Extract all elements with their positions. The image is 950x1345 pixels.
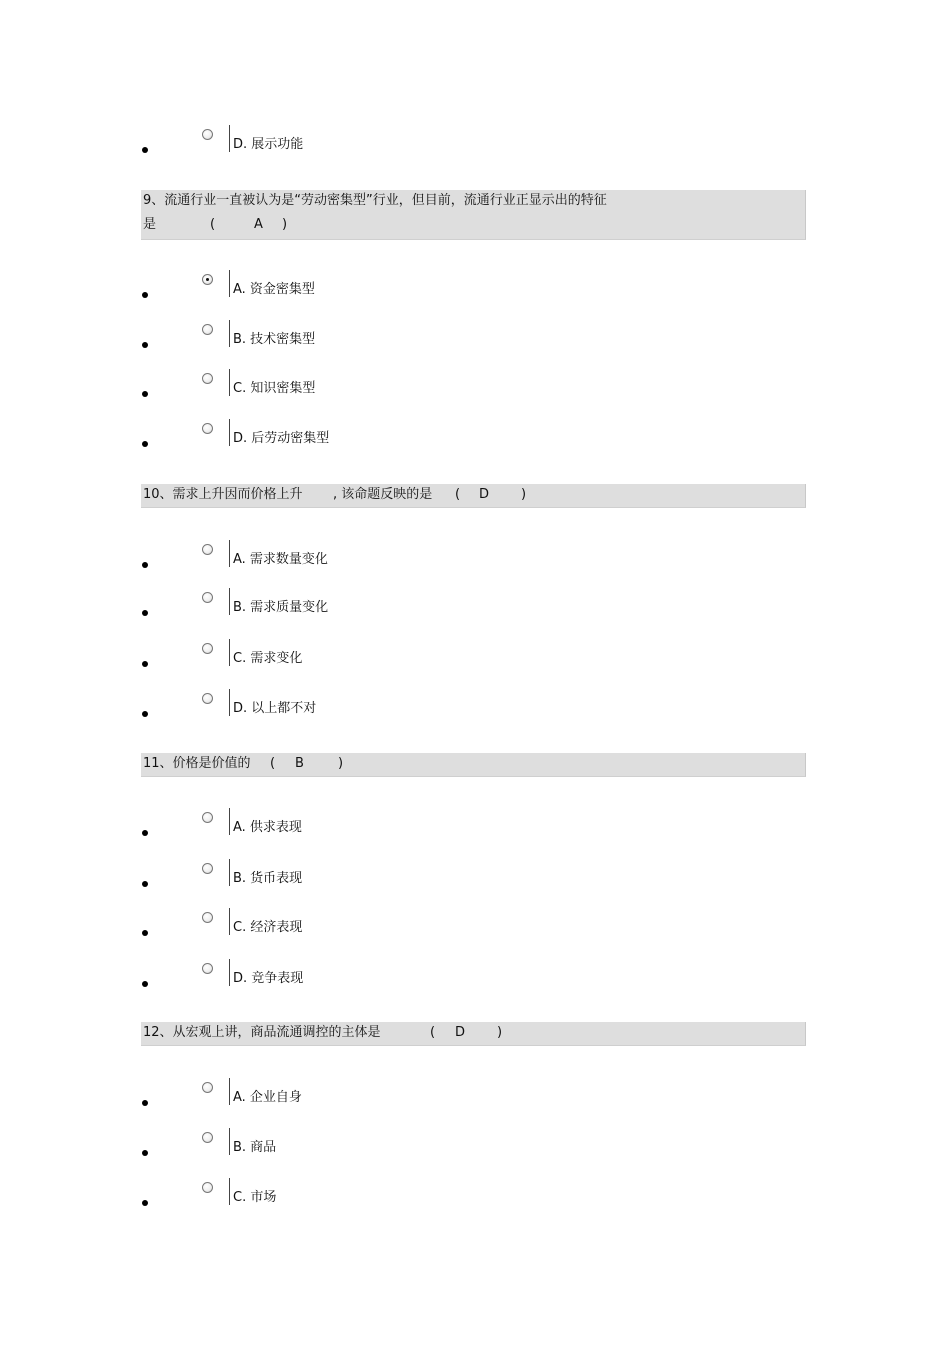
bullet (142, 342, 148, 348)
q12-option-c[interactable] (0, 1178, 950, 1208)
option-label: C. 知识密集型 (233, 381, 316, 396)
q11-option-c[interactable] (0, 908, 950, 938)
q9-option-d[interactable] (0, 419, 950, 449)
radio-button-q12-b[interactable] (202, 1132, 213, 1143)
radio-button-q10-d[interactable] (202, 693, 213, 704)
separator-line (229, 1078, 230, 1105)
question-12 (141, 1022, 806, 1046)
radio-button-q11-d[interactable] (202, 963, 213, 974)
q10-option-d[interactable] (0, 689, 950, 719)
radio-button-q9-c[interactable] (202, 373, 213, 384)
q11-option-a[interactable] (0, 808, 950, 838)
radio-button-q12-c[interactable] (202, 1182, 213, 1193)
option-label: A. 供求表现 (233, 820, 302, 835)
option-label: C. 市场 (233, 1190, 277, 1205)
separator-line (229, 1128, 230, 1155)
question-10-text-tail: , 该命题反映的是 (333, 487, 433, 502)
answer-close-paren: ) (521, 487, 527, 502)
separator-line (229, 908, 230, 935)
question-11 (141, 753, 806, 777)
radio-button-q11-b[interactable] (202, 863, 213, 874)
question-10-text: 10、需求上升因而价格上升 (143, 487, 303, 502)
q9-option-c[interactable] (0, 369, 950, 399)
radio-button-q10-c[interactable] (202, 643, 213, 654)
answer-letter: B (295, 756, 304, 771)
q10-option-a[interactable] (0, 540, 950, 570)
option-label: A. 需求数量变化 (233, 552, 328, 567)
radio-button-q8-d[interactable] (202, 129, 213, 140)
question-9 (141, 190, 806, 240)
question-9-text-line1: 9、流通行业一直被认为是“劳动密集型”行业，但目前，流通行业正显示出的特征 (143, 193, 607, 208)
separator-line (229, 689, 230, 716)
option-label: D. 以上都不对 (233, 701, 317, 716)
separator-line (229, 859, 230, 886)
q12-option-b[interactable] (0, 1128, 950, 1158)
answer-close-paren: ) (338, 756, 344, 771)
bullet (142, 930, 148, 936)
question-12-text: 12、从宏观上讲，商品流通调控的主体是 (143, 1025, 381, 1040)
answer-letter: A (254, 217, 263, 232)
radio-button-q11-a[interactable] (202, 812, 213, 823)
q11-option-d[interactable] (0, 959, 950, 989)
bullet (142, 1200, 148, 1206)
answer-letter: D (455, 1025, 466, 1040)
bullet (142, 1150, 148, 1156)
q9-option-a[interactable] (0, 270, 950, 300)
bullet (142, 147, 148, 153)
bullet (142, 981, 148, 987)
option-label: B. 技术密集型 (233, 332, 316, 347)
separator-line (229, 639, 230, 666)
separator-line (229, 1178, 230, 1205)
answer-letter: D (479, 487, 490, 502)
answer-open-paren: ( (430, 1025, 436, 1040)
q9-option-b[interactable] (0, 320, 950, 350)
bullet (142, 610, 148, 616)
option-label: B. 商品 (233, 1140, 277, 1155)
separator-line (229, 540, 230, 567)
option-label: D. 后劳动密集型 (233, 431, 330, 446)
option-label: A. 企业自身 (233, 1090, 302, 1105)
bullet (142, 661, 148, 667)
separator-line (229, 369, 230, 396)
separator-line (229, 959, 230, 986)
answer-close-paren: ) (497, 1025, 503, 1040)
radio-button-q9-d[interactable] (202, 423, 213, 434)
radio-button-q12-a[interactable] (202, 1082, 213, 1093)
option-label: C. 经济表现 (233, 920, 303, 935)
bullet (142, 1100, 148, 1106)
bullet (142, 830, 148, 836)
q12-option-a[interactable] (0, 1078, 950, 1108)
option-label: D. 展示功能 (233, 137, 304, 152)
bullet (142, 711, 148, 717)
answer-open-paren: ( (210, 217, 216, 232)
separator-line (229, 808, 230, 835)
question-10 (141, 484, 806, 508)
separator-line (229, 588, 230, 615)
bullet (142, 391, 148, 397)
answer-close-paren: ) (282, 217, 288, 232)
question-9-text-line2: 是 (143, 217, 157, 232)
option-label: C. 需求变化 (233, 651, 303, 666)
question-11-text: 11、价格是价值的 (143, 756, 251, 771)
separator-line (229, 125, 230, 152)
separator-line (229, 270, 230, 297)
q10-option-b[interactable] (0, 588, 950, 618)
option-label: B. 需求质量变化 (233, 600, 329, 615)
radio-button-q11-c[interactable] (202, 912, 213, 923)
q11-option-b[interactable] (0, 859, 950, 889)
q8-option-d[interactable] (0, 125, 950, 155)
answer-open-paren: ( (270, 756, 276, 771)
separator-line (229, 419, 230, 446)
option-label: B. 货币表现 (233, 871, 303, 886)
radio-button-q10-b[interactable] (202, 592, 213, 603)
bullet (142, 881, 148, 887)
bullet (142, 562, 148, 568)
radio-button-q9-b[interactable] (202, 324, 213, 335)
q10-option-c[interactable] (0, 639, 950, 669)
option-label: D. 竞争表现 (233, 971, 304, 986)
bullet (142, 441, 148, 447)
separator-line (229, 320, 230, 347)
bullet (142, 292, 148, 298)
radio-button-q10-a[interactable] (202, 544, 213, 555)
answer-open-paren: ( (455, 487, 461, 502)
radio-button-q9-a[interactable] (202, 274, 213, 285)
option-label: A. 资金密集型 (233, 282, 315, 297)
